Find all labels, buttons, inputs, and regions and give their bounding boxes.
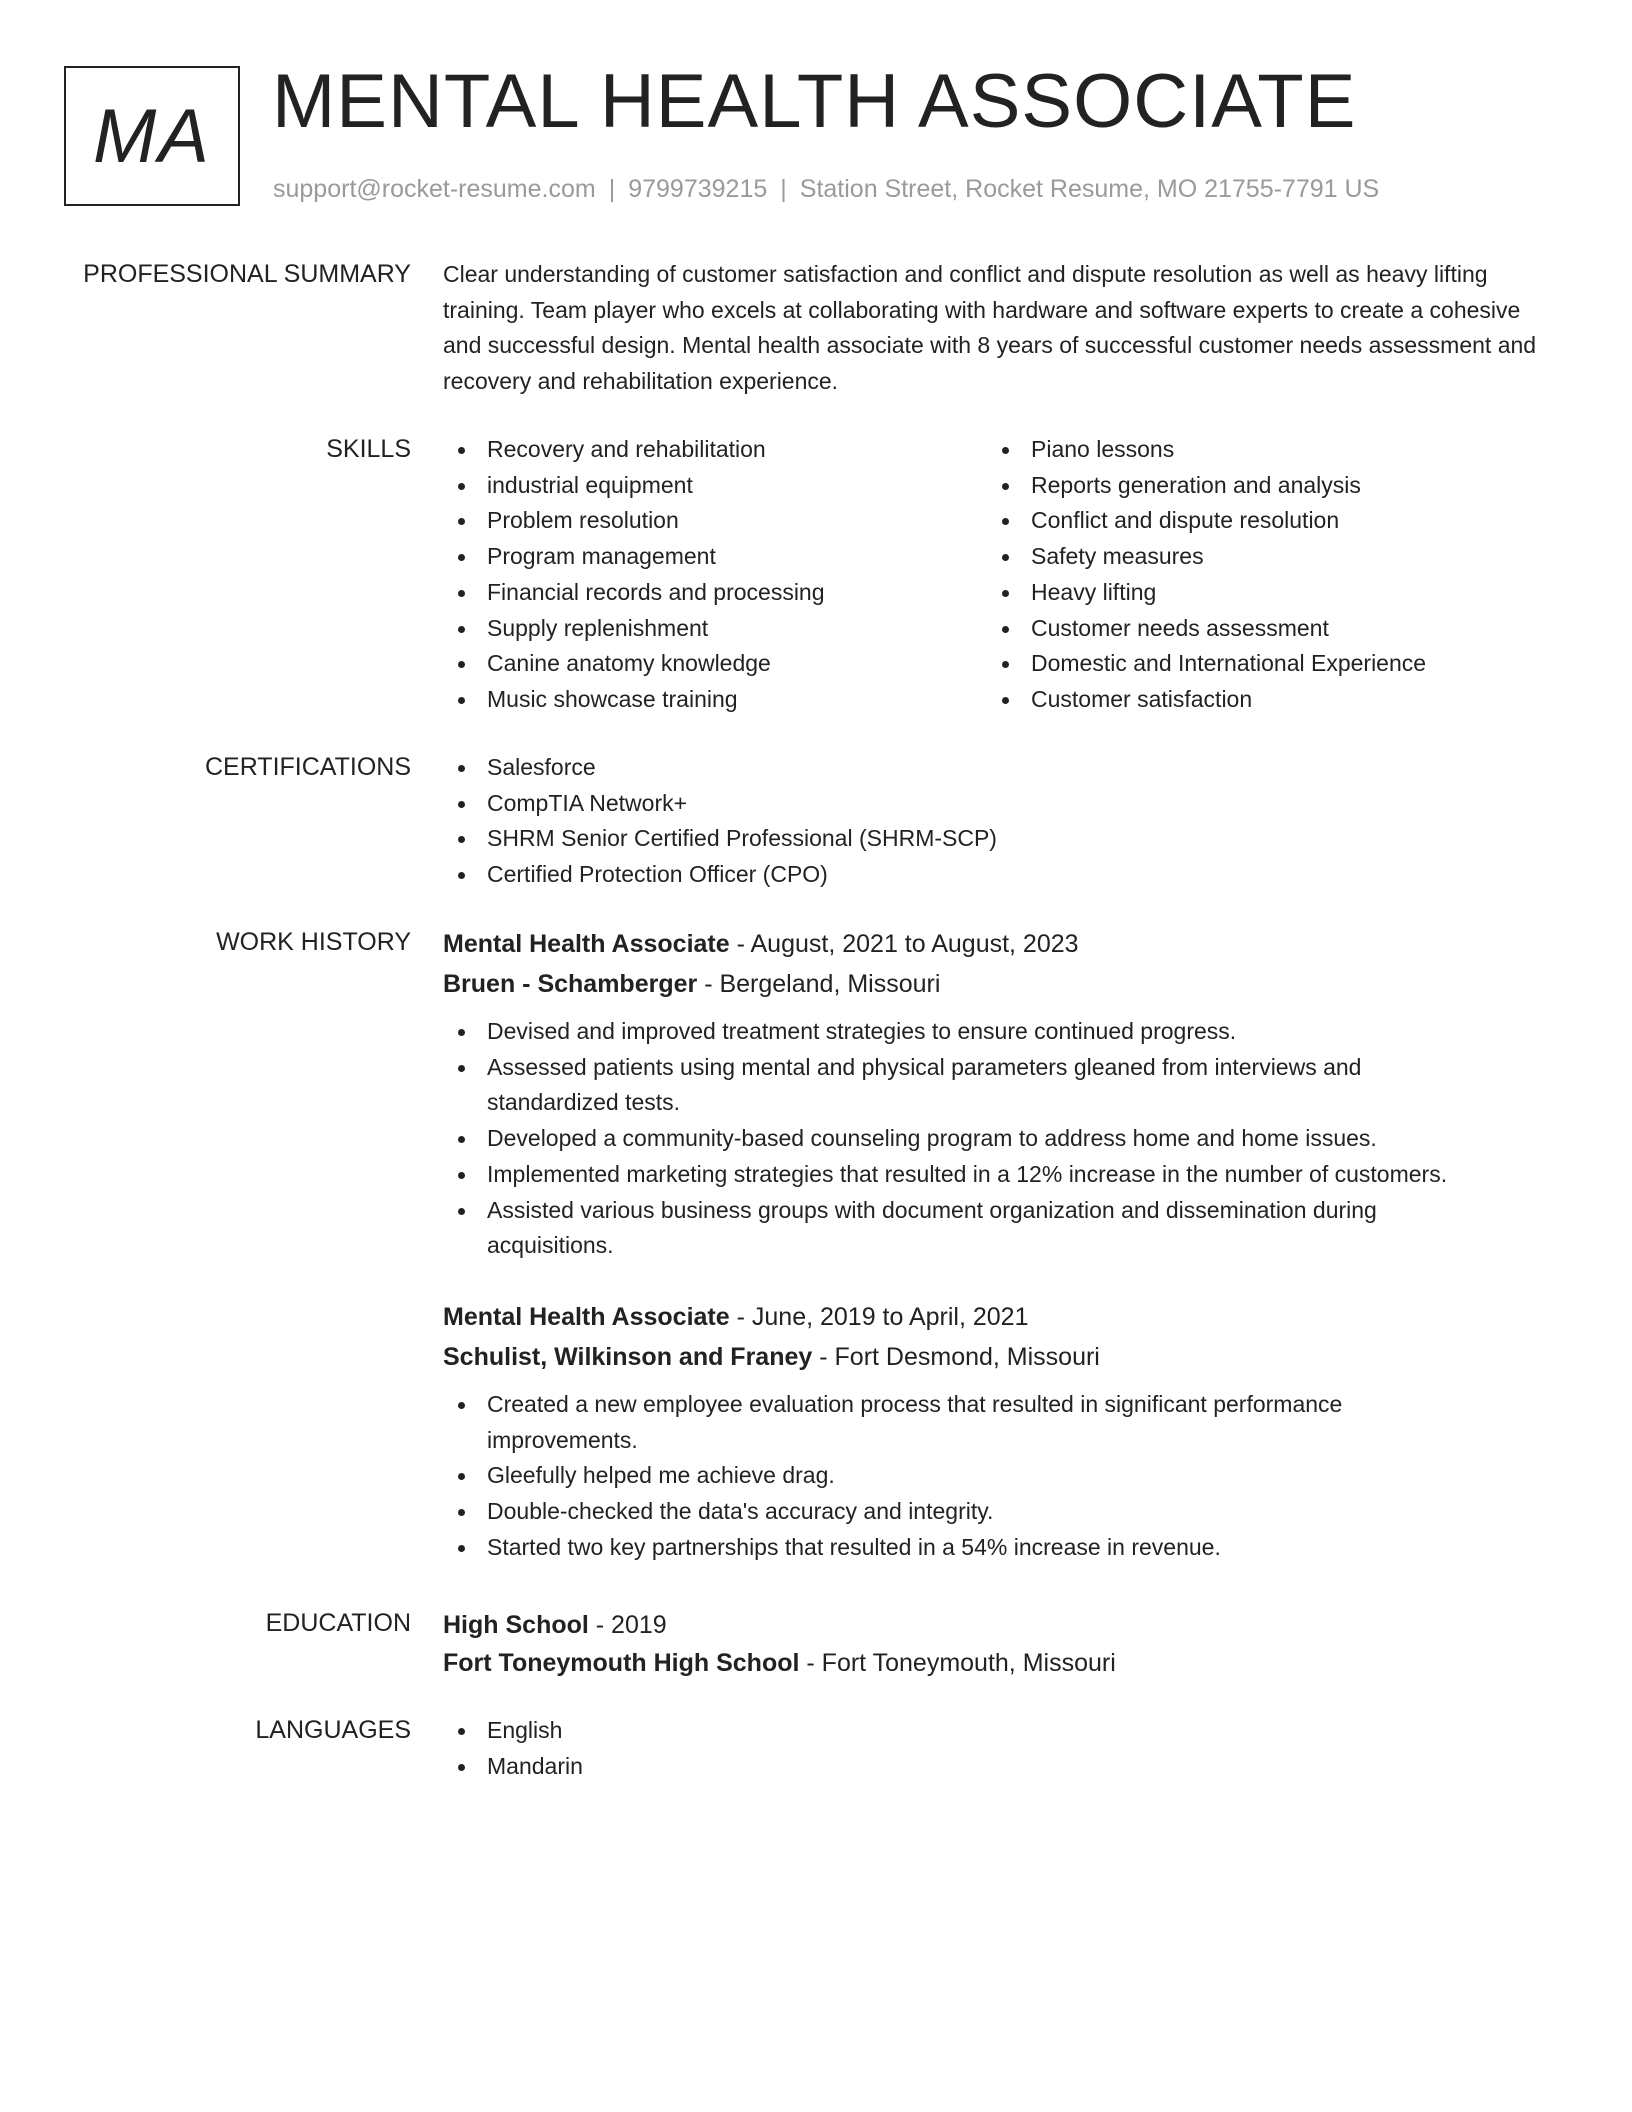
job-entry <box>443 1298 1553 1566</box>
list-item: Problem resolution <box>443 503 825 539</box>
list-item: Financial records and processing <box>443 575 825 611</box>
languages-body <box>443 1713 1553 1784</box>
contact-address: Station Street, Rocket Resume, MO 21755-7791 US <box>799 175 1380 203</box>
job-bullets <box>443 1387 1523 1566</box>
contact-email[interactable]: support@rocket-resume.com <box>273 175 596 203</box>
list-item: Domestic and International Experience <box>987 646 1426 682</box>
languages-list <box>443 1713 1553 1784</box>
job-dates: - June, 2019 to April, 2021 <box>729 1302 1029 1331</box>
certifications-list <box>443 750 1553 893</box>
list-item: Devised and improved treatment strategies to ensure continued progress. <box>443 1014 1523 1050</box>
contact-separator: | <box>780 175 787 203</box>
list-item: SHRM Senior Certified Professional (SHRM-SCP) <box>443 821 1553 857</box>
list-item: Implemented marketing strategies that resulted in a 12% increase in the number of customers. <box>443 1157 1523 1193</box>
certifications-body <box>443 750 1553 893</box>
job-employer <box>443 965 1553 1003</box>
list-item: Created a new employee evaluation process that resulted in significant performance improvements. <box>443 1387 1523 1458</box>
list-item: Mandarin <box>443 1749 1553 1785</box>
page-title: MENTAL HEALTH ASSOCIATE <box>272 59 1357 144</box>
list-item: Certified Protection Officer (CPO) <box>443 857 1553 893</box>
section-heading-summary: PROFESSIONAL SUMMARY <box>83 260 411 288</box>
summary-text: Clear understanding of customer satisfaction and conflict and dispute resolution as well as heavy lifting training. Team player who excels at collaborating with hardware and software experts to create a cohesive and successful design. Mental health associate with 8 years of successful customer needs assessment and recovery and rehabilitation experience. <box>443 261 1537 395</box>
job-company: Schulist, Wilkinson and Franey <box>443 1342 813 1371</box>
job-title: Mental Health Associate <box>443 930 730 958</box>
section-heading-languages: LANGUAGES <box>255 1716 411 1744</box>
skills-list-left <box>443 432 825 718</box>
list-item: Salesforce <box>443 750 1553 786</box>
work-history-body <box>443 925 1553 1565</box>
list-item: Developed a community-based counseling program to address home and home issues. <box>443 1121 1523 1157</box>
list-item: Canine anatomy knowledge <box>443 646 825 682</box>
job-title: Mental Health Associate <box>443 1302 730 1331</box>
list-item: Assisted various business groups with document organization and dissemination during acquisitions. <box>443 1193 1523 1264</box>
list-item: industrial equipment <box>443 468 825 504</box>
section-heading-certifications: CERTIFICATIONS <box>204 753 411 781</box>
list-item: Assessed patients using mental and physical parameters gleaned from interviews and standardized tests. <box>443 1050 1523 1121</box>
monogram-text: MA <box>93 93 211 179</box>
list-item: Conflict and dispute resolution <box>987 503 1426 539</box>
skills-list-right <box>987 432 1426 718</box>
job-dates: - August, 2021 to August, 2023 <box>729 930 1079 958</box>
list-item: Gleefully helped me achieve drag. <box>443 1458 1523 1494</box>
list-item: Double-checked the data's accuracy and integrity. <box>443 1494 1523 1530</box>
list-item: CompTIA Network+ <box>443 786 1553 822</box>
list-item: Customer satisfaction <box>987 682 1426 718</box>
education-school: Fort Toneymouth High School <box>443 1649 800 1677</box>
job-employer <box>443 1338 1553 1376</box>
list-item: Program management <box>443 539 825 575</box>
list-item: Piano lessons <box>987 432 1426 468</box>
list-item: Music showcase training <box>443 682 825 718</box>
list-item: Supply replenishment <box>443 611 825 647</box>
contact-line <box>273 172 1379 206</box>
list-item: Started two key partnerships that resulted in a 54% increase in revenue. <box>443 1530 1523 1566</box>
education-location: - Fort Toneymouth, Missouri <box>799 1649 1116 1677</box>
job-heading <box>443 925 1553 963</box>
education-school-line <box>443 1644 1553 1682</box>
list-item: Customer needs assessment <box>987 611 1426 647</box>
job-heading <box>443 1298 1553 1336</box>
contact-phone[interactable]: 9799739215 <box>628 175 768 203</box>
job-bullets <box>443 1014 1523 1264</box>
education-body <box>443 1606 1553 1682</box>
list-item: Recovery and rehabilitation <box>443 432 825 468</box>
education-degree: High School <box>443 1611 589 1639</box>
list-item: Heavy lifting <box>987 575 1426 611</box>
education-year: - 2019 <box>588 1611 667 1639</box>
monogram-logo <box>64 66 240 206</box>
section-heading-skills: SKILLS <box>326 435 411 463</box>
job-company: Bruen - Schamberger <box>443 970 698 998</box>
education-heading <box>443 1606 1553 1644</box>
list-item: Safety measures <box>987 539 1426 575</box>
list-item: English <box>443 1713 1553 1749</box>
job-location: - Fort Desmond, Missouri <box>812 1342 1100 1371</box>
contact-separator: | <box>608 175 616 203</box>
section-heading-education: EDUCATION <box>265 1609 411 1637</box>
section-heading-work-history: WORK HISTORY <box>216 928 411 956</box>
job-location: - Bergeland, Missouri <box>697 970 941 998</box>
job-entry <box>443 925 1553 1264</box>
list-item: Reports generation and analysis <box>987 468 1426 504</box>
